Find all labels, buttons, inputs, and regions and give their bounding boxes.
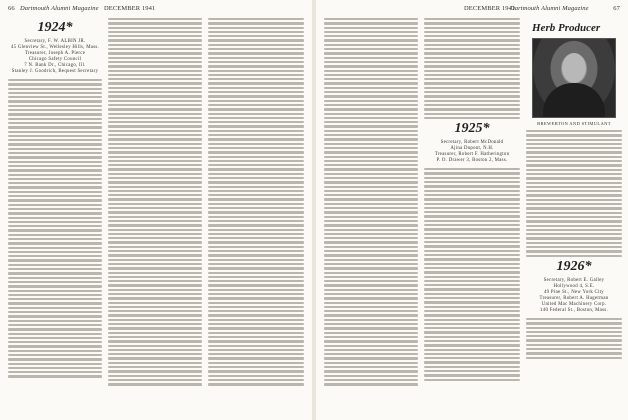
right-running-head: [324, 5, 620, 15]
right-publication-title: Dartmouth Alumni Magazine: [510, 5, 589, 12]
text-lines: [424, 18, 520, 119]
left-column-1: [8, 18, 102, 414]
portrait-photo: [532, 38, 616, 118]
class-notes-text: [526, 130, 622, 257]
secretary-line: Secretary, Robert McDonald: [440, 140, 504, 146]
left-running-head: [8, 5, 304, 15]
secretary-line: Secretary, F. W. ALBIN JR.: [24, 39, 86, 44]
text-lines: [526, 130, 622, 257]
agent-line: Stanley J. Goodrich, Bequest Secretary: [11, 69, 99, 74]
secretary-line: Treasurer, Robert F. Hatherington: [434, 152, 510, 158]
class-notes-text: [324, 18, 418, 386]
class-notes-text: [424, 168, 520, 381]
class-year-heading: 1925*: [454, 121, 490, 137]
right-column-3: [526, 18, 622, 414]
left-column-3: [208, 18, 304, 414]
text-lines: [8, 79, 102, 378]
class-year-heading: 1926*: [556, 258, 592, 274]
secretary-line: Ajina Dupont, N.H.: [450, 146, 494, 152]
secretary-line: 140 Federal St., Boston, Mass.: [540, 307, 608, 313]
secretary-line: Treasurer, Robert A. Hagerman: [539, 295, 609, 301]
right-column-1: [324, 18, 418, 414]
secretary-line: 45 Glenview St., Wellesley Hills, Mass.: [10, 45, 100, 50]
secretary-line: P. O. Drawer 3, Boston 2, Mass.: [436, 158, 508, 164]
right-issue-date: DECEMBER 1941: [464, 5, 516, 12]
feature-title: Herb Producer: [532, 22, 601, 34]
secretary-line: Treasurer, Joseph A. Pierce: [24, 51, 86, 56]
text-lines: [526, 318, 622, 359]
left-page-number: 66: [8, 5, 15, 12]
class-notes-text: [108, 18, 202, 386]
left-publication-title: Dartmouth Alumni Magazine: [20, 5, 99, 12]
photo-caption: BREWERTON AND STIMULANT: [537, 121, 611, 126]
secretary-line: United Mac Machinery Corp.: [541, 301, 607, 307]
secretary-line: 7 N. Bank Dr., Chicago, Ill.: [24, 63, 86, 68]
left-page: [0, 0, 313, 420]
text-lines: [424, 168, 520, 381]
class-secretary-block: [424, 140, 520, 164]
text-lines: [324, 18, 418, 386]
right-page: [316, 0, 628, 420]
class-notes-text: [8, 79, 102, 378]
left-column-2: [108, 18, 202, 414]
photo-shoulders: [543, 83, 605, 117]
right-column-2: [424, 18, 520, 414]
class-year-heading: 1924*: [37, 20, 73, 35]
class-notes-text: [208, 18, 304, 386]
text-lines: [108, 18, 202, 386]
secretary-line: Hollywood 4, S.E.: [553, 283, 595, 289]
class-secretary-block: [8, 39, 102, 75]
class-secretary-block: [526, 278, 622, 314]
text-lines: [208, 18, 304, 386]
secretary-line: 49 Pine St., New York City: [543, 289, 605, 295]
right-page-number: 67: [613, 5, 620, 12]
photo-face: [562, 53, 586, 83]
secretary-line: Chicago Safety Council: [28, 57, 82, 62]
left-issue-date: DECEMBER 1941: [104, 5, 156, 12]
secretary-line: Secretary, Robert E. Galley: [543, 277, 605, 283]
class-notes-text: [424, 18, 520, 119]
class-notes-text: [526, 318, 622, 359]
